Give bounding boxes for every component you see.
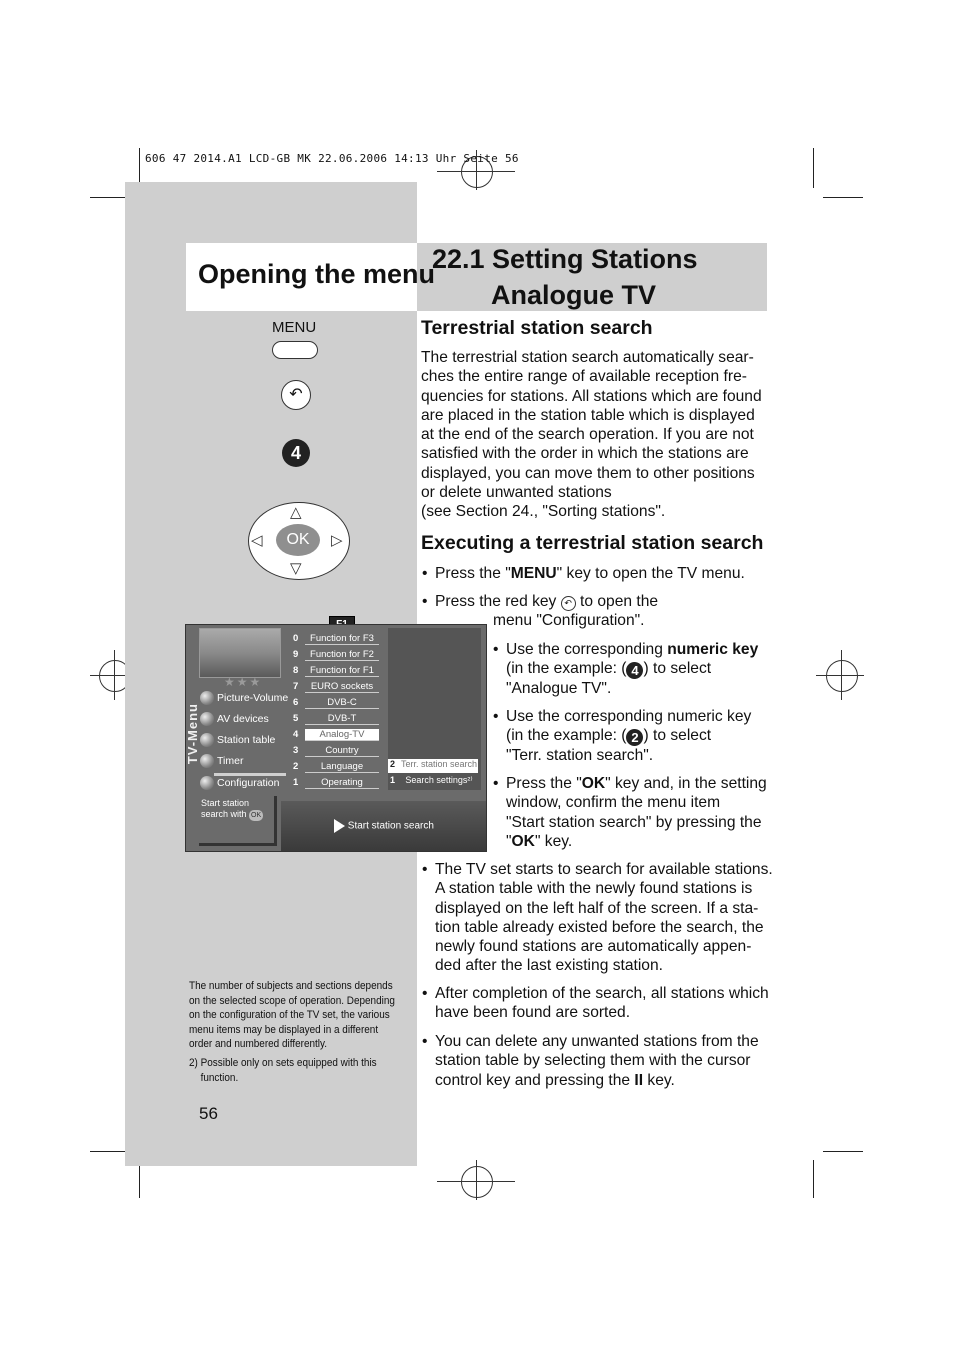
crop-mark xyxy=(90,1151,130,1152)
submenu-row: 8 Function for F1 xyxy=(292,665,382,679)
menu-ball-icon xyxy=(200,691,214,705)
menu-ball-icon xyxy=(200,754,214,768)
ok-button: OK xyxy=(276,524,320,556)
tv-info-box: Start station search with OK xyxy=(199,796,277,846)
tv-menu-vertical-title: TV-Menu xyxy=(185,703,200,765)
submenu-row: 0 Function for F3 xyxy=(292,633,382,647)
submenu-row-active: 4 Analog-TV xyxy=(292,729,382,743)
registration-mark xyxy=(461,1166,493,1198)
arrow-left-icon: ◁ xyxy=(251,532,263,549)
submenu-row: 5 DVB-T xyxy=(292,713,382,727)
section-title-line1: 22.1 Setting Stations xyxy=(432,244,698,274)
selection-bar xyxy=(214,773,286,776)
number-key-icon: 4 xyxy=(282,439,310,467)
tv-menu-item: Timer xyxy=(200,754,243,768)
arrow-up-icon: △ xyxy=(290,504,302,521)
analog-submenu-row-active: 2 Terr. station search xyxy=(388,759,478,773)
tv-thumbnail xyxy=(199,628,281,678)
submenu-row: 6 DVB-C xyxy=(292,697,382,711)
bullet-menu: • Press the "MENU" key to open the TV menu. xyxy=(422,565,745,582)
left-title: Opening the menu xyxy=(198,259,436,289)
footnote-2: 2) Possible only on sets equipped with this function. xyxy=(189,1057,377,1084)
crop-mark xyxy=(90,197,130,198)
bullet-terr-search: • Use the corresponding numeric key (in the example: ( 2 ) to select "Terr. station search". xyxy=(493,708,752,765)
analog-submenu-row: 1 Search settings²⁾ xyxy=(390,775,473,785)
heading-terrestrial-search: Terrestrial station search xyxy=(421,317,653,339)
submenu-row: 2 Language xyxy=(292,761,382,775)
registration-mark xyxy=(826,660,858,692)
arrow-right-icon: ▷ xyxy=(331,532,343,549)
arrow-down-icon: ▽ xyxy=(290,560,302,577)
play-icon xyxy=(334,819,345,833)
intro-paragraph: The terrestrial station search automatically sear- ches the entire range of available reception fre- quencies for stations. All stations which are found are placed in the station table which is displayed at the end of the search operation. If you are not satisfied with the order in which the stations are displayed, you can move them to other positions or delete unwanted stations (see Section 24., "Sorting stations". xyxy=(421,349,762,521)
submenu-row: 7 EURO sockets xyxy=(292,681,382,695)
crop-mark xyxy=(813,1160,814,1198)
bullet-sorted: • After completion of the search, all stations which have been found are sorted. xyxy=(422,985,769,1022)
bullet-red-key: • Press the red key ↶ to open the xyxy=(422,593,659,610)
registration-mark xyxy=(476,1160,477,1200)
ok-key-icon: OK xyxy=(251,812,262,819)
submenu-row: 1 Operating xyxy=(292,777,382,791)
bullet-delete: • You can delete any unwanted stations from the station table by selecting them with the cursor control key and pressing the II key. xyxy=(422,1033,759,1089)
menu-ball-icon xyxy=(200,776,214,790)
heading-executing-search: Executing a terrestrial station search xyxy=(421,532,764,554)
registration-mark xyxy=(816,675,864,676)
crop-mark xyxy=(813,148,814,188)
print-header: 606 47 2014.A1 LCD-GB MK 22.06.2006 14:13 Uhr Seite 56 xyxy=(145,152,519,165)
tv-menu-screenshot xyxy=(185,624,487,852)
footnote: The number of subjects and sections depends on the selected scope of operation. Depending on the configuration of the TV set, the various menu items may be displayed in a different order and numbered differently. xyxy=(189,980,395,1051)
bullet-ok-key: • Press the "OK" key and, in the setting window, confirm the menu item "Start station search" by pressing the "OK" key. xyxy=(493,775,767,850)
menu-label: MENU xyxy=(272,319,317,336)
bullet-red-key-line2: menu "Configuration". xyxy=(493,612,645,629)
page-number: 56 xyxy=(199,1104,218,1123)
number-4-icon: 4 xyxy=(626,662,643,679)
number-2-icon: 2 xyxy=(626,729,643,746)
section-title-line2: Analogue TV xyxy=(491,280,657,310)
tv-menu-item: AV devices xyxy=(200,712,269,726)
red-key-icon: ↶ xyxy=(561,596,576,611)
registration-mark xyxy=(114,650,115,700)
stars-icon: ★★★ xyxy=(224,675,263,689)
section-title xyxy=(432,241,698,313)
start-station-search: Start station search xyxy=(334,819,434,833)
tv-menu-item: Configuration xyxy=(200,776,279,790)
submenu-row: 9 Function for F2 xyxy=(292,649,382,663)
menu-button xyxy=(272,341,318,359)
tv-menu-item: Station table xyxy=(200,733,275,747)
menu-ball-icon xyxy=(200,733,214,747)
crop-mark xyxy=(823,1151,863,1152)
crop-mark xyxy=(823,197,863,198)
registration-mark xyxy=(841,650,842,700)
menu-ball-icon xyxy=(200,712,214,726)
tv-menu-item: Picture-Volume xyxy=(200,691,288,705)
submenu-row: 3 Country xyxy=(292,745,382,759)
back-icon: ↶ xyxy=(281,380,311,410)
bullet-search-starts: • The TV set starts to search for available stations. A station table with the newly found stations is displayed on the left half of the screen. If a sta- tion table already existed before the search, the newly found stations are automatically appen- ded after the last existing station. xyxy=(422,861,773,975)
bullet-numeric-key: • Use the corresponding numeric key (in the example: ( 4 ) to select "Analogue TV". xyxy=(493,641,759,698)
